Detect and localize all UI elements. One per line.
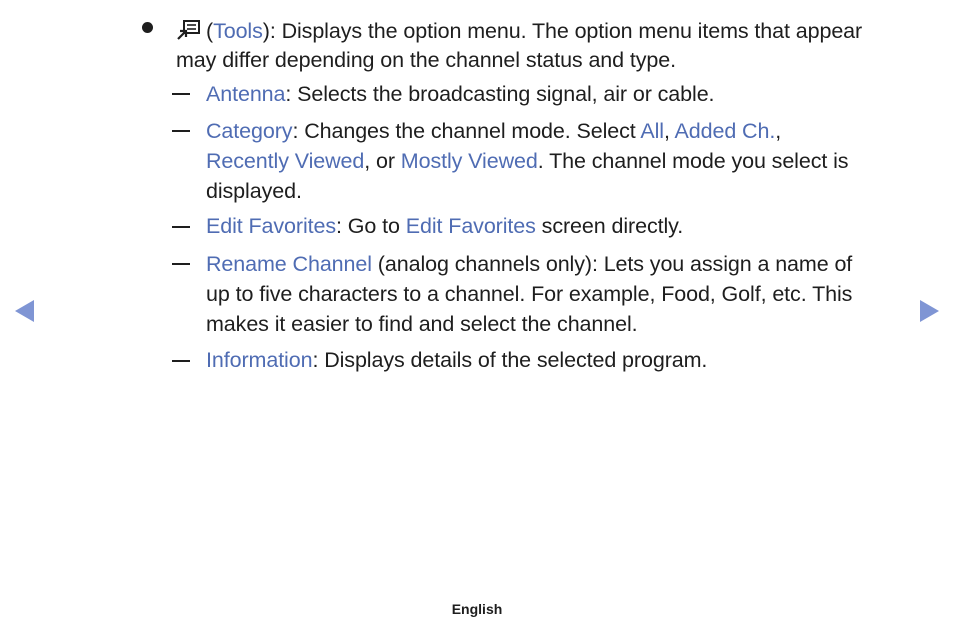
footer-language: English <box>451 601 503 617</box>
category-option-recent: Recently Viewed <box>206 149 365 173</box>
information-description: : Displays details of the selected program. <box>312 348 708 372</box>
rename-channel-name: Rename Channel <box>206 252 372 276</box>
category-sep-2: , <box>775 119 782 143</box>
antenna-line <box>206 79 714 109</box>
dash-category <box>172 130 190 132</box>
antenna-name: Antenna <box>206 82 286 106</box>
rename-channel-line-2 <box>206 279 852 309</box>
category-line-3 <box>206 176 302 206</box>
rename-channel-line-3 <box>206 309 638 339</box>
category-sep-1: , <box>663 119 675 143</box>
category-option-mostly: Mostly Viewed <box>400 149 538 173</box>
dash-antenna <box>172 93 190 95</box>
category-text-2: . The channel mode you select is <box>537 149 849 173</box>
category-option-added: Added Ch. <box>674 119 776 143</box>
tools-description-1: ): Displays the option menu. The option menu items that appear <box>262 19 863 43</box>
tools-name: Tools <box>213 19 263 43</box>
category-sep-3: , or <box>364 149 401 173</box>
category-option-all: All <box>640 119 664 143</box>
triangle-right-icon[interactable] <box>920 300 939 322</box>
rename-channel-text-1: (analog channels only): Lets you assign a name of <box>371 252 853 276</box>
edit-favorites-name: Edit Favorites <box>206 214 337 238</box>
category-name: Category <box>206 119 293 143</box>
information-line <box>206 345 707 375</box>
tools-open-paren: ( <box>206 19 214 43</box>
edit-favorites-line <box>206 211 683 241</box>
antenna-description: : Selects the broadcasting signal, air or cable. <box>285 82 715 106</box>
tools-description-2: may differ depending on the channel status and type. <box>176 48 677 72</box>
category-line-2 <box>206 146 848 176</box>
tools-line-2 <box>176 45 676 75</box>
edit-favorites-name-2: Edit Favorites <box>405 214 536 238</box>
bullet-dot <box>142 22 153 33</box>
rename-channel-text-3: makes it easier to find and select the channel. <box>206 312 638 336</box>
rename-channel-line-1 <box>206 249 852 279</box>
rename-channel-text-2: up to five characters to a channel. For example, Food, Golf, etc. This <box>206 282 853 306</box>
edit-favorites-text-2: screen directly. <box>535 214 684 238</box>
dash-edit-favorites <box>172 226 190 228</box>
tools-line-1 <box>176 16 862 46</box>
category-line-1 <box>206 116 781 146</box>
triangle-left-icon[interactable] <box>15 300 34 322</box>
information-name: Information <box>206 348 313 372</box>
dash-information <box>172 360 190 362</box>
category-text-1: : Changes the channel mode. Select <box>292 119 641 143</box>
category-text-3: displayed. <box>206 179 302 203</box>
edit-favorites-text-1: : Go to <box>336 214 406 238</box>
dash-rename-channel <box>172 263 190 265</box>
tools-icon <box>176 19 202 41</box>
